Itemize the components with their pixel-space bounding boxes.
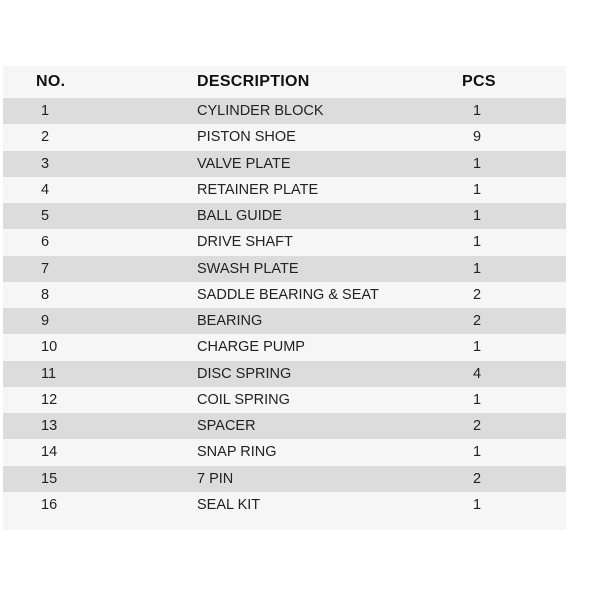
row-pcs: 1 — [473, 496, 482, 513]
table-header-row — [3, 66, 566, 98]
row-pcs: 1 — [473, 103, 482, 120]
row-pcs: 2 — [473, 313, 482, 330]
row-description: CYLINDER BLOCK — [197, 103, 324, 120]
header-description: DESCRIPTION — [197, 73, 310, 90]
row-description: SEAL KIT — [197, 496, 261, 513]
table-row — [3, 492, 566, 518]
table-row — [3, 124, 566, 150]
row-no: 10 — [41, 339, 58, 356]
row-description: COIL SPRING — [197, 391, 290, 408]
row-no: 14 — [41, 444, 58, 461]
row-no: 16 — [41, 496, 58, 513]
row-description: CHARGE PUMP — [197, 339, 305, 356]
table-bottom-padding — [3, 518, 566, 530]
table-row — [3, 282, 566, 308]
header-pcs: PCS — [462, 73, 496, 90]
row-no: 3 — [41, 155, 50, 172]
row-pcs: 2 — [473, 418, 482, 435]
row-pcs: 1 — [473, 339, 482, 356]
table-row — [3, 466, 566, 492]
table-row — [3, 308, 566, 334]
row-description: DRIVE SHAFT — [197, 234, 293, 251]
row-pcs: 2 — [473, 470, 482, 487]
table-row — [3, 151, 566, 177]
row-description: VALVE PLATE — [197, 155, 291, 172]
row-description: RETAINER PLATE — [197, 181, 319, 198]
row-no: 7 — [41, 260, 50, 277]
row-pcs: 9 — [473, 129, 482, 146]
row-no: 4 — [41, 181, 50, 198]
row-no: 1 — [41, 103, 50, 120]
row-description: SNAP RING — [197, 444, 277, 461]
table-row — [3, 256, 566, 282]
row-pcs: 1 — [473, 260, 482, 277]
row-description: SPACER — [197, 418, 256, 435]
row-pcs: 4 — [473, 365, 482, 382]
row-no: 8 — [41, 286, 50, 303]
row-pcs: 1 — [473, 208, 482, 225]
row-pcs: 1 — [473, 444, 482, 461]
table-row — [3, 361, 566, 387]
row-pcs: 1 — [473, 234, 482, 251]
row-pcs: 2 — [473, 286, 482, 303]
table-row — [3, 229, 566, 255]
row-no: 11 — [41, 365, 57, 382]
row-pcs: 1 — [473, 391, 482, 408]
row-description: PISTON SHOE — [197, 129, 296, 146]
table-row — [3, 98, 566, 124]
row-no: 15 — [41, 470, 58, 487]
row-no: 9 — [41, 313, 50, 330]
table-row — [3, 203, 566, 229]
row-description: DISC SPRING — [197, 365, 292, 382]
table-row — [3, 334, 566, 360]
table-row — [3, 413, 566, 439]
table-body — [3, 98, 566, 518]
row-pcs: 1 — [473, 155, 482, 172]
row-no: 2 — [41, 129, 50, 146]
header-no: NO. — [36, 73, 66, 90]
row-pcs: 1 — [473, 181, 482, 198]
row-no: 13 — [41, 418, 58, 435]
row-description: SWASH PLATE — [197, 260, 299, 277]
row-no: 12 — [41, 391, 58, 408]
table-row — [3, 387, 566, 413]
table-row — [3, 177, 566, 203]
row-description: SADDLE BEARING & SEAT — [197, 286, 379, 303]
row-description: 7 PIN — [197, 470, 234, 487]
row-description: BALL GUIDE — [197, 208, 282, 225]
table-row — [3, 439, 566, 465]
parts-table — [3, 66, 566, 530]
row-no: 6 — [41, 234, 50, 251]
row-description: BEARING — [197, 313, 263, 330]
row-no: 5 — [41, 208, 50, 225]
